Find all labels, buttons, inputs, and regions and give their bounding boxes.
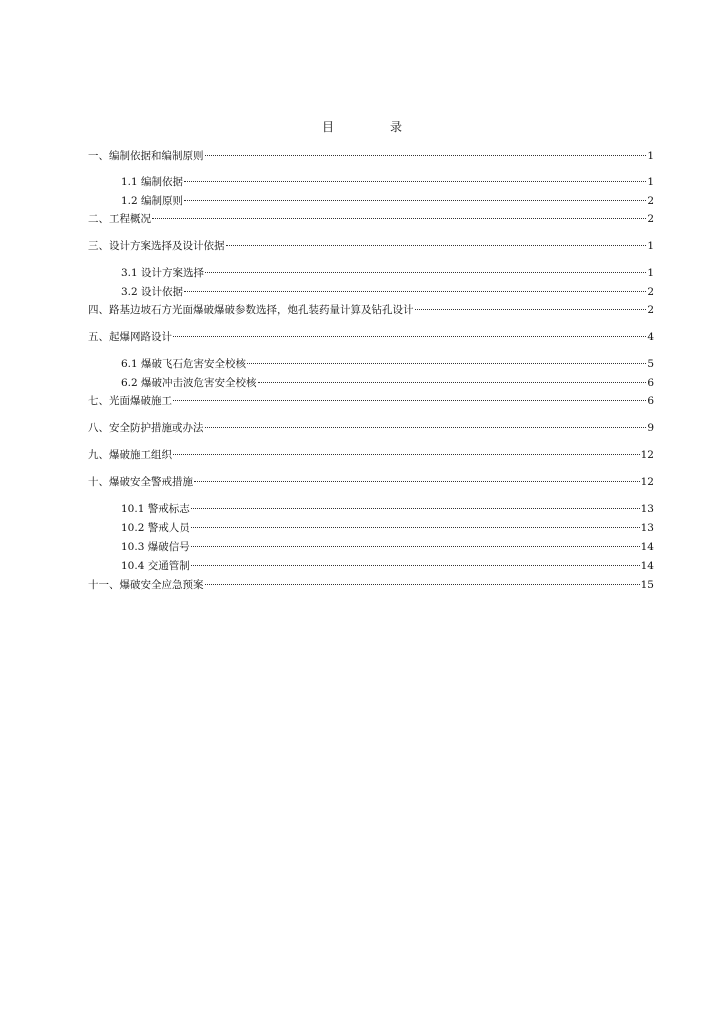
toc-entry-label: 6.1 爆破飞石危害安全校核 [121, 358, 247, 370]
toc-entry-label: 五、起爆网路设计 [88, 331, 172, 343]
toc-entry-label: 10.3 爆破信号 [121, 541, 190, 553]
toc-entry[interactable] [88, 208, 654, 226]
toc-entry-label: 1.2 编制原则 [121, 195, 184, 207]
toc-entry[interactable] [88, 390, 654, 408]
toc-leader-dots [191, 555, 640, 569]
toc-entry[interactable] [121, 171, 654, 189]
toc-entry[interactable] [121, 536, 654, 554]
toc-title: 目 录 [321, 120, 424, 134]
toc-entry[interactable] [88, 299, 654, 317]
toc-entry-label: 一、编制依据和编制原则 [88, 150, 204, 162]
toc-entry-page: 2 [647, 213, 654, 225]
toc-entry[interactable] [121, 517, 654, 535]
toc-entry-label: 九、爆破施工组织 [88, 449, 172, 461]
toc-entry-label: 八、安全防护措施或办法 [88, 422, 204, 434]
toc-leader-dots [194, 471, 640, 485]
toc-entry-page: 1 [647, 240, 654, 252]
toc-leader-dots [205, 145, 647, 159]
toc-entry-label: 四、路基边坡石方光面爆破爆破参数选择，炮孔装药量计算及钻孔设计 [88, 304, 414, 316]
toc-entry[interactable] [121, 353, 654, 371]
toc-leader-dots [205, 417, 647, 431]
toc-entry-label: 10.1 警戒标志 [121, 503, 190, 515]
toc-leader-dots [191, 536, 640, 550]
toc-entry-label: 二、工程概况 [88, 213, 151, 225]
toc-entry[interactable] [88, 145, 654, 163]
toc-entry[interactable] [88, 471, 654, 489]
toc-leader-dots [173, 326, 646, 340]
toc-entry-label: 十、爆破安全警戒措施 [88, 476, 193, 488]
toc-entry[interactable] [121, 281, 654, 299]
toc-entry-page: 14 [640, 560, 654, 572]
toc-entry[interactable] [88, 326, 654, 344]
toc-leader-dots [205, 262, 646, 276]
toc-entry-page: 14 [640, 541, 654, 553]
toc-leader-dots [205, 574, 640, 588]
toc-entry[interactable] [88, 417, 654, 435]
toc-entry-page: 12 [640, 449, 654, 461]
toc-leader-dots [173, 390, 646, 404]
toc-entry-label: 十一、爆破安全应急预案 [88, 579, 204, 591]
toc-entry-label: 6.2 爆破冲击波危害安全校核 [121, 377, 257, 389]
toc-entry-page: 1 [647, 150, 654, 162]
toc-entry-label: 3.2 设计依据 [121, 286, 184, 298]
toc-leader-dots [173, 444, 640, 458]
toc-entry-page: 1 [647, 267, 654, 279]
table-of-contents [88, 0, 654, 1024]
toc-leader-dots [191, 517, 640, 531]
toc-entry-page: 15 [640, 579, 654, 591]
toc-entry-page: 13 [640, 503, 654, 515]
toc-leader-dots [184, 190, 646, 204]
toc-leader-dots [152, 208, 646, 222]
toc-entry-page: 4 [647, 331, 654, 343]
toc-entry[interactable] [121, 372, 654, 390]
toc-entry-page: 12 [640, 476, 654, 488]
toc-entry-label: 七、光面爆破施工 [88, 395, 172, 407]
toc-entry-label: 10.4 交通管制 [121, 560, 190, 572]
toc-entry-page: 9 [647, 422, 654, 434]
toc-entry[interactable] [121, 190, 654, 208]
toc-entry-label: 三、设计方案选择及设计依据 [88, 240, 225, 252]
toc-leader-dots [191, 498, 640, 512]
toc-entry[interactable] [88, 235, 654, 253]
toc-entry-label: 3.1 设计方案选择 [121, 267, 205, 279]
toc-leader-dots [184, 171, 646, 185]
toc-leader-dots [184, 281, 646, 295]
toc-entry-page: 2 [647, 286, 654, 298]
toc-entry[interactable] [121, 262, 654, 280]
toc-entry-page: 5 [647, 358, 654, 370]
toc-leader-dots [247, 353, 646, 367]
toc-entry-page: 2 [647, 195, 654, 207]
toc-entry-page: 1 [647, 176, 654, 188]
toc-entry-page: 13 [640, 522, 654, 534]
toc-entry[interactable] [121, 498, 654, 516]
toc-leader-dots [226, 235, 647, 249]
toc-entry-label: 1.1 编制依据 [121, 176, 184, 188]
toc-entry[interactable] [88, 444, 654, 462]
toc-entry[interactable] [88, 574, 654, 592]
toc-entry-label: 10.2 警戒人员 [121, 522, 190, 534]
toc-entry-page: 2 [647, 304, 654, 316]
toc-entry-page: 6 [647, 377, 654, 389]
toc-leader-dots [415, 299, 647, 313]
toc-entry-page: 6 [647, 395, 654, 407]
toc-entry[interactable] [121, 555, 654, 573]
toc-leader-dots [258, 372, 647, 386]
